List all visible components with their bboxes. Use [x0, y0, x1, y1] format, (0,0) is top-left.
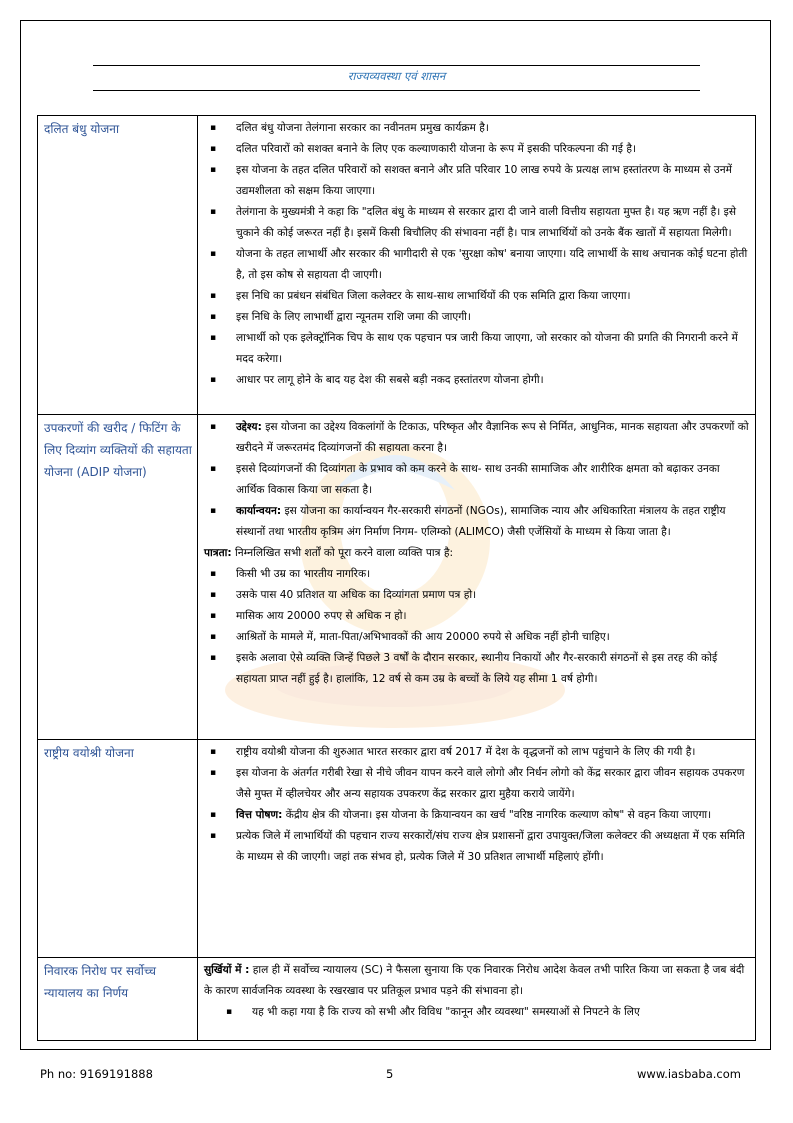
footer-phone: Ph no: 9169191888 — [40, 1067, 153, 1081]
list-item: ▪ यह भी कहा गया है कि राज्य को सभी और विविध "कानून और व्यवस्था" समस्याओं से निपटने के लिए — [252, 1002, 750, 1023]
header-bottom-rule — [93, 90, 700, 91]
row-content — [198, 740, 756, 958]
table-row — [38, 116, 756, 415]
item-text: इस योजना के अंतर्गत गरीबी रेखा से नीचे जीवन यापन करने वाले लोगो और निर्धन लोगो को केंद्र सरकार द्वारा जीवन सहायक उपकरण जैसे मुफ्त में व्हीलचेयर और अन्य सहायक उपकरण केंद्र सरकार द्वारा मुहैया कराये जायेंगे। — [236, 767, 745, 800]
header-title: राज्यव्यवस्था एवं शासन — [347, 69, 446, 83]
list-item: ▪ इस योजना के तहत दलित परिवारों को सशक्त बनाने और प्रति परिवार 10 लाख रुपये के प्रत्यक्ष लाभ हस्तांतरण के माध्यम से उनमें उद्यमशीलता को सक्षम किया जाएगा। — [236, 160, 750, 202]
item-label: उद्देश्य: — [236, 421, 262, 433]
item-text: केंद्रीय क्षेत्र की योजना। इस योजना के क्रियान्वयन का खर्च "वरिष्ठ नागरिक कल्याण कोष" से वहन किया जाएगा। — [282, 809, 712, 821]
list-item: ▪ उसके पास 40 प्रतिशत या अधिक का दिव्यांगता प्रमाण पत्र हो। — [236, 585, 750, 606]
list-item: ▪ दलित बंधु योजना तेलंगाना सरकार का नवीनतम प्रमुख कार्यक्रम है। — [236, 118, 750, 139]
row-content — [198, 958, 756, 1041]
eligibility-intro — [204, 543, 750, 564]
row-title: राष्ट्रीय वयोश्री योजना — [38, 740, 198, 958]
list-item: ▪ लाभार्थी को एक इलेक्ट्रॉनिक चिप के साथ एक पहचान पत्र जारी किया जाएगा, जो सरकार को योजना की प्रगति की निगरानी करने में मदद करेगा। — [236, 328, 750, 370]
item-text: राष्ट्रीय वयोश्री योजना की शुरुआत भारत सरकार द्वारा वर्ष 2017 में देश के वृद्धजनों को लाभ पहुंचाने के लिए की गयी है। — [236, 746, 696, 758]
list-item: ▪ योजना के तहत लाभार्थी और सरकार की भागीदारी से एक 'सुरक्षा कोष' बनाया जाएगा। यदि लाभार्थी के साथ अचानक कोई घटना होती है, तो इस कोष से सहायता दी जाएगी। — [236, 244, 750, 286]
table-row — [38, 740, 756, 958]
list-item: ▪ इसके अलावा ऐसे व्यक्ति जिन्हें पिछले 3 वर्षों के दौरान सरकार, स्थानीय निकायों और गैर-सरकारी संगठनों से इस तरह की कोई सहायता प्राप्त नहीं हुई है। हालांकि, 12 वर्ष से कम उम्र के बच्चों के लिये यह सीमा 1 वर्ष होगी। — [236, 648, 750, 690]
bullet-list — [204, 1002, 750, 1023]
row-content — [198, 116, 756, 415]
row-title: उपकरणों की खरीद / फिटिंग के लिए दिव्यांग व्यक्तियों की सहायता योजना (ADIP योजना) — [38, 415, 198, 740]
bullet-list — [204, 118, 750, 391]
item-text: इस योजना का उद्देश्य विकलांगों के टिकाऊ, परिष्कृत और वैज्ञानिक रूप से निर्मित, आधुनिक, मानक सहायता और उपकरणों को खरीदने में जरूरतमंद दिव्यांगजनों की सहायता करना है। — [236, 421, 749, 454]
news-label: सुर्खियों में : — [204, 964, 250, 976]
list-item: ▪ किसी भी उम्र का भारतीय नागरिक। — [236, 564, 750, 585]
item-text: प्रत्येक जिले में लाभार्थियों की पहचान राज्य सरकारों/संघ राज्य क्षेत्र प्रशासनों द्वारा उपायुक्त/जिला कलेक्टर की अध्यक्षता में एक समिति के माध्यम से की जाएगी। जहां तक संभव हो, प्रत्येक जिले में 30 प्रतिशत लाभार्थी महिलाएं होंगी। — [236, 830, 745, 863]
news-text: हाल ही में सर्वोच्च न्यायालय (SC) ने फैसला सुनाया कि एक निवारक निरोध आदेश केवल तभी पारित किया जा सकता है जब बंदी के कारण सार्वजनिक व्यवस्था के रखरखाव पर प्रतिकूल प्रभाव पड़ने की संभावना हो। — [204, 964, 745, 997]
eligibility-intro-text: निम्नलिखित सभी शर्तों को पूरा करने वाला व्यक्ति पात्र है: — [231, 547, 454, 559]
list-item: ▪ इस निधि का प्रबंधन संबंधित जिला कलेक्टर के साथ-साथ लाभार्थियों की एक समिति द्वारा किया जाएगा। — [236, 286, 750, 307]
bullet-list — [204, 742, 750, 868]
footer-page-number: 5 — [386, 1067, 394, 1081]
schemes-table — [37, 115, 756, 1041]
list-item: ▪ मासिक आय 20000 रुपए से अधिक न हो। — [236, 606, 750, 627]
news-paragraph — [204, 960, 750, 1002]
list-item — [236, 501, 750, 543]
item-label: कार्यान्वयन: — [236, 505, 282, 517]
item-text: इस योजना का कार्यान्वयन गैर-सरकारी संगठनों (NGOs), सामाजिक न्याय और अधिकारिता मंत्रालय के तहत राष्ट्रीय संस्थानों तथा भारतीय कृत्रिम अंग निर्माण निगम- एलिम्को (ALIMCO) जैसी एजेंसियों के माध्यम से किया जाता है। — [236, 505, 726, 538]
list-item — [236, 417, 750, 459]
eligibility-label: पात्रता: — [204, 547, 232, 559]
bullet-list — [204, 417, 750, 543]
table-row — [38, 958, 756, 1041]
eligibility-list — [204, 564, 750, 690]
list-item — [236, 826, 750, 868]
footer-website-link[interactable]: www.iasbaba.com — [637, 1067, 741, 1081]
list-item — [236, 805, 750, 826]
row-title: दलित बंधु योजना — [38, 116, 198, 415]
list-item — [236, 742, 750, 763]
row-content — [198, 415, 756, 740]
list-item: ▪ आधार पर लागू होने के बाद यह देश की सबसे बड़ी नकद हस्तांतरण योजना होगी। — [236, 370, 750, 391]
list-item: ▪ तेलंगाना के मुख्यमंत्री ने कहा कि "दलित बंधु के माध्यम से सरकार द्वारा दी जाने वाली वित्तीय सहायता मुफ्त है। यह ऋण नहीं है। इसे चुकाने की कोई जरूरत नहीं है। इसमें किसी बिचौलिए की संभावना नहीं है। पात्र लाभार्थियों को उनके बैंक खातों में सहायता मिलेगी। — [236, 202, 750, 244]
header-top-rule — [93, 65, 700, 66]
list-item: ▪ दलित परिवारों को सशक्त बनाने के लिए एक कल्याणकारी योजना के रूप में इसकी परिकल्पना की गई है। — [236, 139, 750, 160]
item-text: इससे दिव्यांगजनों की दिव्यांगता के प्रभाव को कम करने के साथ- साथ उनकी सामाजिक और शारीरिक क्षमता को बढ़ाकर उनका आर्थिक विकास किया जा सकता है। — [236, 463, 720, 496]
list-item — [236, 763, 750, 805]
row-title: निवारक निरोध पर सर्वोच्च न्यायालय का निर्णय — [38, 958, 198, 1041]
list-item: ▪ आश्रितों के मामले में, माता-पिता/अभिभावकों की आय 20000 रुपये से अधिक नहीं होनी चाहिए। — [236, 627, 750, 648]
list-item: ▪ इस निधि के लिए लाभार्थी द्वारा न्यूनतम राशि जमा की जाएगी। — [236, 307, 750, 328]
item-label: वित्त पोषण: — [236, 809, 283, 821]
table-row — [38, 415, 756, 740]
list-item — [236, 459, 750, 501]
